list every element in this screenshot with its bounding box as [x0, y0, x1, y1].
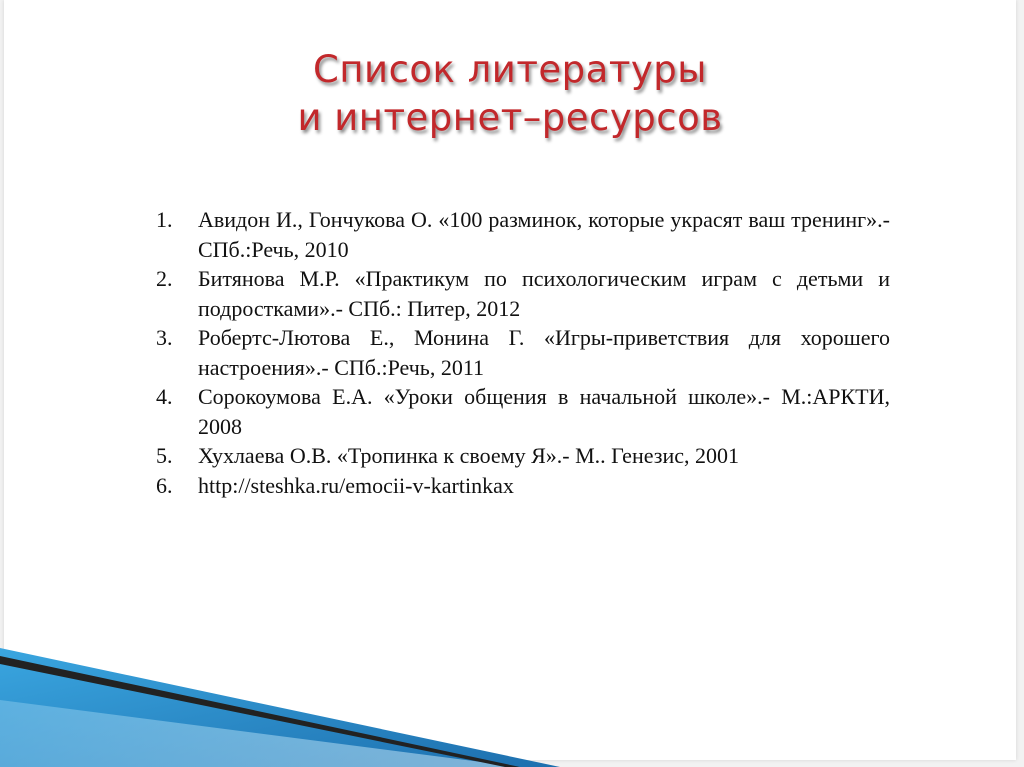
list-item [152, 441, 890, 471]
item-text: Авидон И., Гончукова О. «100 разминок, которые украсят ваш тренинг».- СПб.:Речь, 2010 [198, 207, 890, 262]
list-item [152, 323, 890, 382]
item-number: 5. [156, 443, 173, 468]
item-number: 3. [156, 325, 173, 350]
title-line-2: и интернет–ресурсов [297, 96, 723, 139]
reference-link[interactable]: http://steshka.ru/emocii-v-kartinkax [198, 472, 514, 498]
list-item [152, 264, 890, 323]
list-item [152, 205, 890, 264]
item-text: Битянова М.Р. «Практикум по психологическим играм с детьми и подростками».- СПб.: Питер, 2012 [198, 266, 890, 321]
item-number: 6. [156, 472, 173, 498]
item-number: 1. [156, 207, 173, 232]
item-number: 2. [156, 266, 173, 291]
list-item [152, 382, 890, 441]
reference-list [152, 205, 890, 500]
slide-title [200, 46, 820, 142]
item-text: Хухлаева О.В. «Тропинка к своему Я».- М.. Генезис, 2001 [198, 443, 739, 468]
item-text: Сорокоумова Е.А. «Уроки общения в начальной школе».- М.:АРКТИ, 2008 [198, 384, 890, 439]
item-number: 4. [156, 384, 173, 409]
item-text: Робертс-Лютова Е., Монина Г. «Игры-приветствия для хорошего настроения».- СПб.:Речь, 2011 [198, 325, 890, 380]
list-item[interactable] [152, 471, 890, 501]
title-line-1: Список литературы [313, 48, 707, 91]
